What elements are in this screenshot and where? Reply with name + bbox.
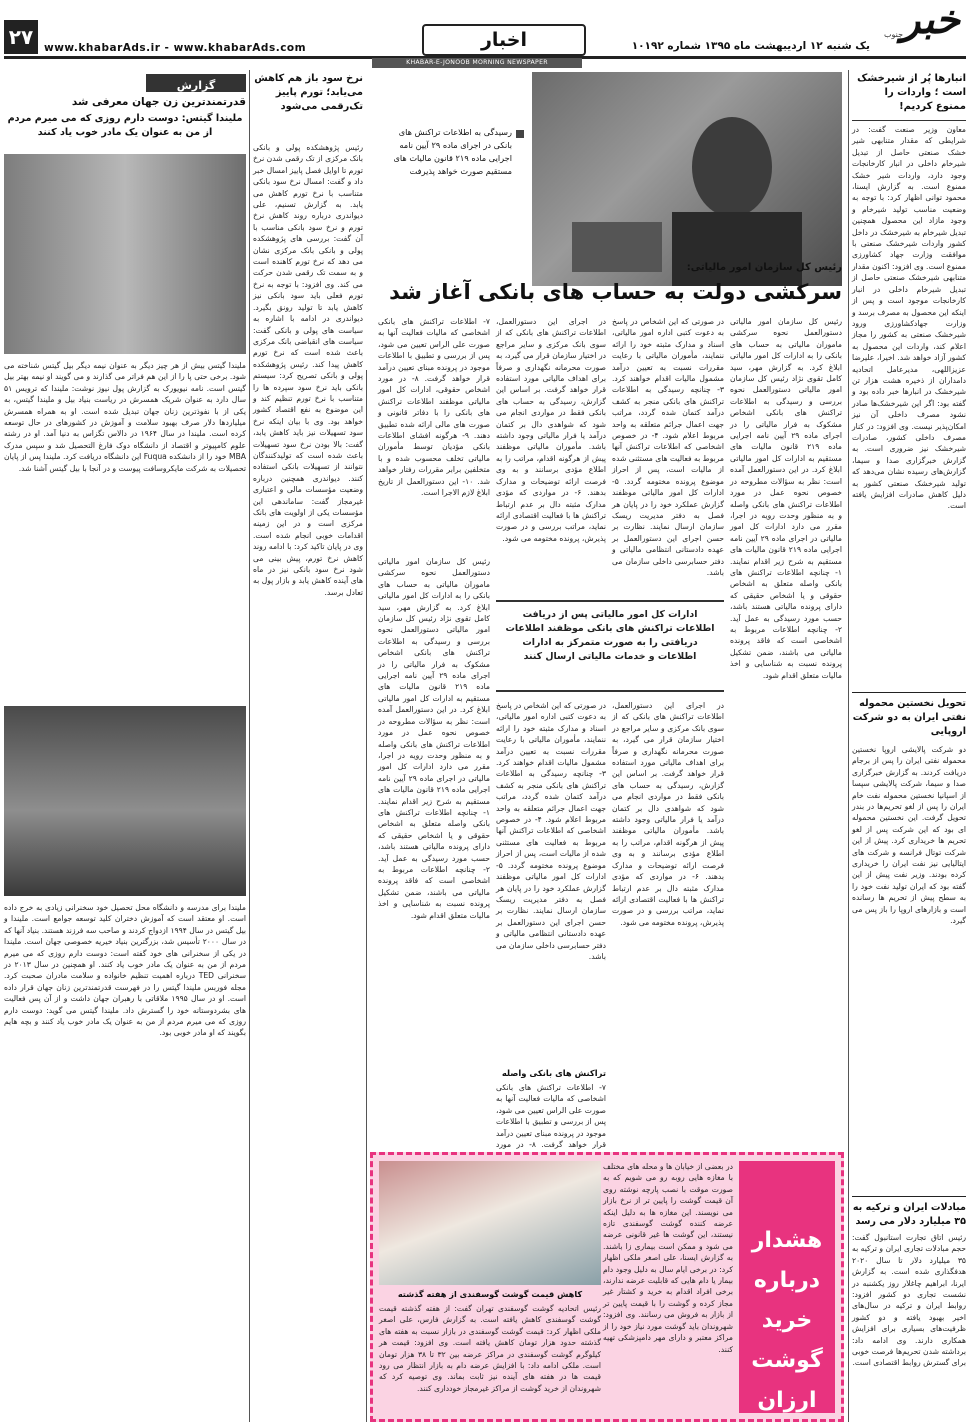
quote-text: ادارات کل امور مالیاتی پس از دریافت اطلاعات تراکنش های بانکی موظفند اطلاعات دریافتی را به صورت متمرکز به ادارات اطلاعات و خدمات مالیاتی ارسال کنند [505,609,715,662]
photo-caption [378,126,524,236]
caption-text: رسیدگی به اطلاعات تراکنش های بانکی در اجرای ماده ۲۹ آیین نامه اجرایی ماده ۲۱۹ قانون مالیات های مستقیم صورت خواهد پذیرفت [393,127,512,176]
box-body-2: رئیس اتحادیه گوشت گوسفندی تهران گفت: از هفته گذشته قیمت گوشت گوسفندی کاهش یافته است. به گزارش فارس، علی اصغر ملکی اظهار کرد: قیمت گوشت گوسفندی در بازار نسبت به هفته های گذشته حدود هزار تومان کاهش یافته است. وی افزود: قیمت هر کیلوگرم گوشت گوسفندی در مراکز عرضه بین ۳۲ تا ۳۸ هزار تومان است. ملکی ادامه داد: با افزایش عرضه دام به بازار انتظار می رود قیمت ها در هفته های آینده نیز ثابت بماند. وی توصیه کرد که شهروندان از خرید گوشت از مراکز غیرمجاز خودداری کنند. [379,1304,601,1393]
article-body: دو شرکت پالایشی اروپا نخستین محموله نفتی ایران را پس از برجام دریافت کردند. به گزارش خبرگزاری صدا و سیما، شرکت پالایشی سپسا از اسپانیا نخستین محموله نفت خام ایران را پس از لغو تحریم‌ها در بندر تحویل گرفت. این نخستین محموله ای بود که این شرکت پس از لغو تحریم ها خریداری کرد. پیش از این شرکت توتال فرانسه و شرکت های ایتالیایی نیز نفت ایران را خریداری کرده بودند. وزیر نفت پیش از این گفته بود که ایران تولید نفت خود را به سطح پیش از تحریم ها رسانده است و بازارهای اروپا را باز پس می گیرد. [852,745,966,926]
story-kicker: رئیس کل سازمان امور مالیاتی: [686,262,842,273]
report-kicker: گزارش [176,79,216,92]
col-divider [848,70,849,1422]
tagline-bar [372,58,582,68]
left-column [4,72,246,1422]
article-body: معاون وزیر صنعت گفت: در شرایطی که مقدار متنابهی شیر خشک صنعتی حاصل از تبدیل شیرخام داخلی در انبار کارخانجات وجود دارد، واردات شیر خشک ممنوع است. به گزارش ایسنا، محمود توانی اظهار کرد: با توجه به وضعیت مناسب تولید شیرخام و وجود مازاد این محصول همچنین تبدیل شیرخام به شیرخشک در داخل کشور واردات شیرخشک صنعتی با موافقت وزارت جهاد کشاورزی ممنوع است. وی افزود: اکنون مقدار متنابهی شیرخشک صنعتی حاصل از تبدیل شیرخام داخلی در انبار کارخانجات موجود است و پس از اینکه این محصول به مصرف برسد و وزارت جهادکشاورزی ورود شیرخشک صنعتی به کشور را مجاز اعلام کند، واردات این محصول به کشور آزاد خواهد شد. اخیرا، علیرضا عزیزاللهی، مدیرعامل اتحادیه دامداران از ذخیره هشت هزار تن شیرخشک در انبارها خبر داده بود و گفته بود: اگر این شیرخشک‌ها صادر نشود مصرف داخلی آن نیز امکان‌پذیر نیست. وی افزود: در کنار مصرف داخلی کشور، صادرات شیرخشک نیز ضروری است. به گزارش خبرگزاری صدا و سیما، گزارش‌های رسیده نشان می‌دهد که تولید شیرخشک صنعتی کشور به دلیل کاهش صادرات افزایش یافته است. [852,125,966,511]
story-col-3b: در صورتی که این اشخاص در پاسخ به دعوت کتبی اداره امور مالیاتی، اسناد و مدارک مثبته خود را ارائه ننمایند، مأموران مالیاتی با رعایت مقررات نسبت به تعیین درآمد مشمول مالیات اقدام خواهند کرد. ۳- چنانچه رسیدگی به اطلاعات تراکنش های بانکی منجر به کشف درآمد کتمان شده گردد، مراتب جهت اعمال جرائم متعلقه به واحد مربوط اعلام شود. ۴- در خصوص اشخاصی که اطلاعات تراکنش آنها مربوط به فعالیت های مستثنی شده از مالیات است، پس از احراز موضوع پرونده مختومه گردد. ۵- ادارات کل امور مالیاتی موظفند گزارش عملکرد خود را در پایان هر فصل به دفتر مدیریت ریسک سازمان ارسال نمایند. نظارت بر حسن اجرای این دستورالعمل بر عهده دادستانی انتظامی مالیاتی و دفتر حسابرسی داخلی سازمان می باشد. [496,701,607,961]
story-col-2: در صورتی که این اشخاص در پاسخ به دعوت کتبی اداره امور مالیاتی، اسناد و مدارک مثبته خود را ارائه ننمایند، مأموران مالیاتی با رعایت مقررات نسبت به تعیین درآمد مشمول مالیات اقدام خواهند کرد. ۳- چنانچه رسیدگی به اطلاعات تراکنش های بانکی منجر به کشف درآمد کتمان شده گردد، مراتب جهت اعمال جرائم متعلقه به واحد مربوط اعلام شود. ۴- در خصوص اشخاصی که اطلاعات تراکنش آنها مربوط به فعالیت های مستثنی شده از مالیات است، پس از احراز موضوع پرونده مختومه گردد. ۵- ادارات کل امور مالیاتی موظفند گزارش عملکرد خود را در پایان هر فصل به دفتر مدیریت ریسک سازمان ارسال نمایند. نظارت بر حسن اجرای این دستورالعمل بر عهده دادستانی انتظامی مالیاتی و دفتر حسابرسی داخلی سازمان می باشد. [612,317,725,577]
story-quote [496,600,724,692]
story-headline: سرکشی دولت به حساب های بانکی آغاز شد [389,280,842,304]
article-headline: تحویل نخستین محموله نفتی ایران به دو شرکت اروپایی [852,692,966,739]
page-number [4,20,38,54]
article-headline: انبارها پُر از شیرخشک است ؛ واردات را ممنوع کردیم! [857,73,966,112]
logo-sub: جنوب [884,30,904,39]
interest-body: رئیس پژوهشکده پولی و بانکی بانک مرکزی از تک رقمی شدن نرخ تورم تا اوایل فصل پاییز امسال خبر داد و گفت: امسال نرخ سود بانکی متناسب با نرخ تورم کاهش می یابد. به گزارش تسنیم، علی دیواندری درباره روند کاهش نرخ تورم و نرخ سود بانکی مناسب با آن گفت: بررسی های پژوهشکده پولی و بانکی بانک مرکزی نشان می دهد که نرخ تورم کاهنده است و به سمت تک رقمی شدن حرکت می کند. وی افزود: با توجه به نرخ تورم فعلی باید سود بانکی نیز کاهش یابد تا تولید رونق بگیرد. دیواندری در ادامه با اشاره به سیاست های پولی و بانکی گفت: سیاست های انقباضی بانک مرکزی باعث شده است که نرخ تورم کاهش پیدا کند. رئیس پژوهشکده پولی و بانکی تصریح کرد: سیستم بانکی باید نرخ سود سپرده ها را متناسب با نرخ تورم تنظیم کند و این موضوع به نفع اقتصاد کشور خواهد بود. وی با بیان اینکه نرخ سود تسهیلات نیز باید کاهش یابد، گفت: بالا بودن نرخ سود تسهیلات باعث شده است که تولیدکنندگان نتوانند از تسهیلات بانکی استفاده کنند. دیواندری همچنین درباره وضعیت مؤسسات مالی و اعتباری غیرمجاز گفت: ساماندهی این مؤسسات یکی از اولویت های بانک مرکزی است و در این زمینه اقدامات خوبی انجام شده است. وی در پایان تاکید کرد: با ادامه روند کاهش نرخ تورم، پیش بینی می شود نرخ سود بانکی نیز در ماه های آینده کاهش یابد و بازار پول به تعادل برسد. [252,143,363,597]
interest-column [253,72,363,1422]
report-body-2: ملیندا برای مدرسه و دانشگاه محل تحصیل خود سخنرانی زیادی به خرج داده است. او معتقد است که آموزش دختران کلید توسعه جوامع است. ملیندا و بیل گیتس در سال ۱۹۹۴ ازدواج کردند و صاحب سه فرزند هستند. بنیاد آنها که در سال ۲۰۰۰ تأسیس شد، بزرگترین بنیاد خیریه خصوصی جهان است. ملیندا در یکی از سخنرانی های خود گفته است: دوست دارم روزی که می میرم مردم از من به عنوان یک مادر خوب یاد کنند. او همچنین در سال ۲۰۱۳ در سخنرانی TED درباره اهمیت تنظیم خانواده و سلامت مادران صحبت کرد. مجله فوربس ملیندا گیتس را در فهرست قدرتمندترین زنان جهان قرار داده است. او در سال ۱۹۹۵ ملاقاتی با رهبران جهان داشت و از آن پس فعالیت های بشردوستانه خود را گسترش داد. ملیندا گیتس می گوید: دوست دارم روزی که می میرم مردم از من به عنوان یک مادر خوب یاد کنند و بچه هایم بگویند که او مادر خوبی بود. [4,903,246,1038]
person-silhouette [532,72,842,286]
story-col-4: ۷- اطلاعات تراکنش های بانکی اشخاصی که مالیات فعالیت آنها به صورت علی الراس تعیین می شود، پس از بررسی و تطبیق با اطلاعات موجود در پرونده مبنای تعیین درآمد قرار خواهد گرفت. ۸- در مورد اشخاص حقوقی، ادارات کل امور مالیاتی موظفند اطلاعات تراکنش های بانکی را با دفاتر قانونی و صورت های مالی ارائه شده تطبیق دهند. ۹- هرگونه افشای اطلاعات بانکی مؤدیان توسط مأموران مالیاتی تخلف محسوب شده و با متخلفین برابر مقررات رفتار خواهد شد. ۱۰- این دستورالعمل از تاریخ ابلاغ لازم الاجرا است. [378,317,490,498]
story-col-3c: ۷- اطلاعات تراکنش های بانکی اشخاصی که مالیات فعالیت آنها به صورت علی الراس تعیین می شود، پس از بررسی و تطبیق با اطلاعات موجود در پرونده مبنای تعیین درآمد قرار خواهد گرفت. ۸- در مورد [496,1083,606,1150]
report-headline-1: قدرتمندترین زن جهان معرفی شد [71,96,246,108]
report-headline-2: ملیندا گیتس: دوست دارم روزی که می میرم مردم از من به عنوان یک مادر خوب یاد کنند [7,113,243,138]
box-photo-caption: کاهش قیمت گوشت گوسفندی از هفته گذشته [397,1289,583,1299]
article-body: رئیس اتاق تجارت استانبول گفت: حجم مبادلات تجاری ایران و ترکیه به ۳۵ میلیارد دلار تا سال ۲۰۲۰ هدفگذاری شده است. به گزارش ایرنا، ابراهیم چاغلار روز یکشنبه در نشست تجاری دو کشور افزود: روابط ایران و ترکیه در سال‌های اخیر بهبود یافته و دو کشور ظرفیت‌های بسیاری برای افزایش همکاری دارند. وی ادامه داد: برداشته شدن تحریم‌ها فرصت خوبی برای گسترش روابط اقتصادی است. [852,1233,966,1368]
story-col-2b: در اجرای این دستورالعمل، اطلاعات تراکنش های بانکی که از سوی بانک مرکزی و سایر مراجع در اختیار سازمان قرار می گیرد، به صورت محرمانه نگهداری و صرفاً برای اهداف مالیاتی مورد استفاده قرار خواهد گرفت. بر اساس این گزارش، رسیدگی به حساب های بانکی فقط در مواردی انجام می شود که شواهدی دال بر کتمان درآمد یا فرار مالیاتی وجود داشته باشد. مأموران مالیاتی موظفند پیش از هرگونه اقدام، مراتب را به اطلاع مؤدی برسانند و به وی فرصت ارائه توضیحات و مدارک بدهند. ۶- در مواردی که مؤدی مدارک مثبته دال بر عدم ارتباط تراکنش ها با فعالیت اقتصادی ارائه نماید، مراتب بررسی و در صورت پذیرش، پرونده مختومه می شود. [612,701,724,927]
story-col-4b: رئیس کل سازمان امور مالیاتی دستورالعمل نحوه سرکشی ماموران مالیاتی به حساب های بانکی را به ادارات کل امور مالیاتی ابلاغ کرد. به گزارش مهر، سید کامل تقوی نژاد رئیس کل سازمان امور مالیاتی دستورالعمل نحوه بررسی و رسیدگی به اطلاعات تراکنش های بانکی اشخاص مشکوک به فرار مالیاتی را در اجرای ماده ۲۹ آیین نامه اجرایی ماده ۲۱۹ قانون مالیات های مستقیم به ادارات کل امور مالیاتی ابلاغ کرد. در این دستورالعمل آمده است: نظر به سؤالات مطروحه در خصوص نحوه عمل در مورد اطلاعات تراکنش های بانکی واصله و به منظور وحدت رویه در اجرا، مقرر می دارد ادارات کل امور مالیاتی در اجرای ماده ۲۹ آیین نامه اجرایی ماده ۲۱۹ قانون مالیات های مستقیم به شرح زیر اقدام نمایند. ۱- چنانچه اطلاعات تراکنش های بانکی واصله متعلق به اشخاص حقوقی و یا اشخاص حقیقی که دارای پرونده مالیاتی هستند باشد، حسب مورد رسیدگی به عمل آید. ۲- چنانچه اطلاعات مربوط به اشخاصی است که فاقد پرونده مالیاتی می باشند، ضمن تشکیل پرونده نسبت به شناسایی و اخذ مالیات متعلق اقدام شود. [378,557,491,920]
page-number-text: ۲۷ [8,25,34,49]
section-title: اخبار [480,29,528,51]
box-title-panel [739,1161,835,1413]
caption-marker [516,130,524,138]
report-photo-2 [4,706,246,896]
story-subhead: تراکنش های بانکی واصله [501,1068,606,1078]
meat-warning-box [370,1152,844,1422]
report-kicker-box [146,74,246,92]
right-column [852,72,966,1422]
website[interactable]: www.khabarAds.ir - www.khabarAds.com [44,42,307,54]
report-body-1: ملیندا گیتس بیش از هر چیز دیگر به عنوان نیمه دیگر بیل گیتس شناخته می شود. برخی حتی پا را از این هم فراتر می گذارند و می گویند او نیمه بهتر بیل گیتس است. نامه نیویورک به گزارش پول نیوز نوشت: ملیندا که ترویس ۵۱ سال دارد به عنوان شریک همسرش در ریاست بنیاد بیل و ملیندا گیتس، به یکی از با نفوذترین زنان جهان تبدیل شده است. او به همراه همسرش میلیاردها دلار صرف بهبود سلامت و آموزش در کشورهای در حال توسعه کرده است. ملیندا در سال ۱۹۶۴ در دالاس تگزاس به دنیا آمد. او در رشته علوم کامپیوتر و اقتصاد از دانشگاه دوک فارغ التحصیل شد و سپس مدرک MBA خود را از دانشکده Fuqua این دانشگاه دریافت کرد. ملیندا پس از پایان تحصیلات به شرکت مایکروسافت پیوست و در آنجا با بیل گیتس آشنا شد. [4,361,246,473]
headline-rule [852,120,966,121]
main-photo [532,72,842,286]
story-col-1: رئیس کل سازمان امور مالیاتی دستورالعمل نحوه سرکشی ماموران مالیاتی به حساب های بانکی را به ادارات کل امور مالیاتی ابلاغ کرد. به گزارش مهر، سید کامل تقوی نژاد رئیس کل سازمان امور مالیاتی دستورالعمل نحوه بررسی و رسیدگی به اطلاعات تراکنش های بانکی اشخاص مشکوک به فرار مالیاتی را در اجرای ماده ۲۹ آیین نامه اجرایی ماده ۲۱۹ قانون مالیات های مستقیم به ادارات کل امور مالیاتی ابلاغ کرد. در این دستورالعمل آمده است: نظر به سؤالات مطروحه در خصوص نحوه عمل در مورد اطلاعات تراکنش های بانکی واصله و به منظور وحدت رویه در اجرا، مقرر می دارد ادارات کل امور مالیاتی در اجرای ماده ۲۹ آیین نامه اجرایی ماده ۲۱۹ قانون مالیات های مستقیم به شرح زیر اقدام نمایند. ۱- چنانچه اطلاعات تراکنش های بانکی واصله متعلق به اشخاص حقوقی و یا اشخاص حقیقی که دارای پرونده مالیاتی هستند باشد، حسب مورد رسیدگی به عمل آید. ۲- چنانچه اطلاعات مربوط به اشخاصی است که فاقد پرونده مالیاتی می باشند، ضمن تشکیل پرونده نسبت به شناسایی و اخذ مالیات متعلق اقدام شود. [730,317,843,680]
box-photo [379,1161,601,1285]
logo-text: خبر [901,0,960,43]
masthead [0,0,970,68]
date-line: یک شنبه ۱۲ اردیبهشت ماه ۱۳۹۵ شماره ۱۰۱۹۲ [631,40,870,52]
report-photo-1 [4,154,246,354]
section-box [422,24,586,56]
logo [882,2,962,48]
tagline: KHABAR-E-JONOOB MORNING NEWSPAPER [406,59,548,66]
article-headline: مبادلات ایران و ترکیه به ۳۵ میلیارد دلار می رسد [852,1196,966,1229]
interest-headline: نرخ سود باز هم کاهش می‌یابد؛ تورم پاییز تک‌رقمی می‌شود [254,73,363,112]
col-divider [366,370,367,1422]
col-divider [249,70,250,1422]
box-title: هشدار درباره خرید گوشت ارزان [751,1228,823,1413]
box-body-1: در بعضی از خیابان ها و محله های مختلف با مغازه هایی روبه رو می شویم که به صورت موقت با نصب پارچه نوشته روی آن قیمت گوشت را پایین تر از نرخ بازار می نویسند. این مغازه ها به دلیل اینکه عرضه کننده گوشت گوسفندی تازه نیستند، این گوشت ها غیر قانونی عرضه می شود و ممکن است بیماری زا باشند. به گزارش ایسنا، علی اصغر ملکی اظهار کرد: در برخی ایام سال به دلیل وجود دام بیمار یا دام هایی که قابلیت عرضه ندارند، برخی افراد اقدام به خرید و کشتار غیر مجاز کرده و گوشت را با قیمت پایین تر از بازار به فروش می رسانند. وی افزود: شهروندان باید گوشت مورد نیاز خود را از مراکز معتبر و دارای مهر دامپزشکی تهیه کنند. [603,1162,733,1354]
story-col-3: در اجرای این دستورالعمل، اطلاعات تراکنش های بانکی که از سوی بانک مرکزی و سایر مراجع در اختیار سازمان قرار می گیرد، به صورت محرمانه نگهداری و صرفاً برای اهداف مالیاتی مورد استفاده قرار خواهد گرفت. بر اساس این گزارش، رسیدگی به حساب های بانکی فقط در مواردی انجام می شود که شواهدی دال بر کتمان درآمد یا فرار مالیاتی وجود داشته باشد. مأموران مالیاتی موظفند پیش از هرگونه اقدام، مراتب را به اطلاع مؤدی برسانند و به وی فرصت ارائه توضیحات و مدارک بدهند. ۶- در مواردی که مؤدی مدارک مثبته دال بر عدم ارتباط تراکنش ها با فعالیت اقتصادی ارائه نماید، مراتب بررسی و در صورت پذیرش، پرونده مختومه می شود. [496,317,606,543]
